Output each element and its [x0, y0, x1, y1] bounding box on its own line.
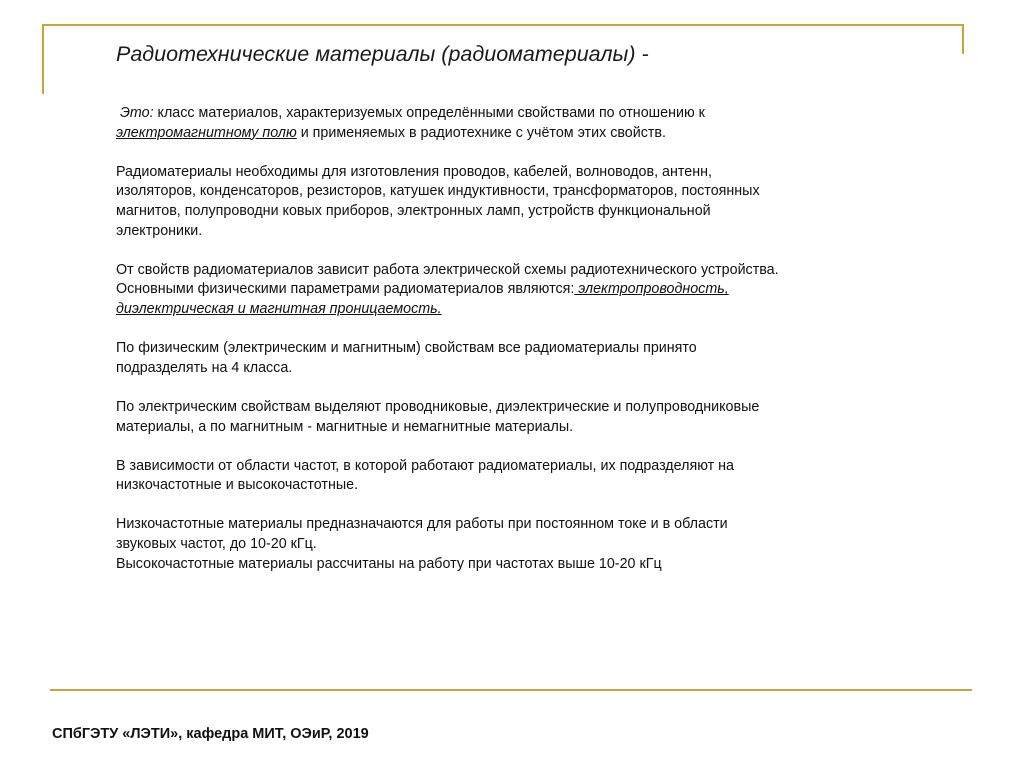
- paragraph-line: электроники.: [116, 222, 203, 239]
- frame-top-line: [42, 24, 964, 26]
- paragraph-properties: [116, 261, 916, 320]
- paragraph-line: В зависимости от области частот, в которой работают радиоматериалы, их подразделяют на: [116, 457, 734, 474]
- paragraph-electric-magnetic: [116, 398, 916, 437]
- paragraph-low-high-frequency: [116, 515, 916, 574]
- paragraph-line: [116, 280, 916, 300]
- slide-body: [116, 104, 916, 594]
- line-text: и применяемых в радиотехнике с учётом этих свойств.: [296, 124, 666, 141]
- paragraph-line: По электрическим свойствам выделяют проводниковые, диэлектрические и полупроводниковые: [116, 398, 760, 415]
- conductivity-link[interactable]: электропроводность,: [574, 281, 729, 298]
- paragraph-line: [116, 104, 916, 124]
- paragraph-line: Высокочастотные материалы рассчитаны на работу при частотах выше 10-20 кГц: [116, 555, 662, 572]
- paragraph-line: Низкочастотные материалы предназначаются для работы при постоянном токе и в области: [116, 516, 728, 533]
- paragraph-line: [116, 300, 916, 320]
- paragraph-line: низкочастотные и высокочастотные.: [116, 477, 359, 494]
- footer-credit: СПбГЭТУ «ЛЭТИ», кафедра МИТ, ОЭиР, 2019: [52, 726, 369, 742]
- paragraph-line: По физическим (электрическим и магнитным) свойствам все радиоматериалы принято: [116, 340, 697, 357]
- frame-right-line: [962, 24, 964, 54]
- paragraph-line: магнитов, полупроводни ковых приборов, электронных ламп, устройств функциональной: [116, 202, 711, 219]
- frame-left-line: [42, 24, 44, 94]
- paragraph-line: изоляторов, конденсаторов, резисторов, катушек индуктивности, трансформаторов, постоянных: [116, 183, 760, 200]
- paragraph-line: звуковых частот, до 10-20 кГц.: [116, 536, 317, 553]
- paragraph-line: Радиоматериалы необходимы для изготовления проводов, кабелей, волноводов, антенн,: [116, 163, 713, 180]
- paragraph-line: [116, 124, 916, 144]
- frame-bottom-line: [50, 689, 972, 691]
- slide-title: Радиотехнические материалы (радиоматериалы) -: [116, 42, 649, 66]
- paragraph-frequency: [116, 457, 916, 496]
- definition-prefix: Это:: [119, 105, 154, 121]
- paragraph-usage: [116, 163, 916, 241]
- emfield-link[interactable]: электромагнитному полю: [116, 124, 297, 141]
- paragraph-classes: [116, 339, 916, 378]
- paragraph-definition: [116, 104, 916, 143]
- permittivity-link[interactable]: диэлектрическая и магнитная проницаемость.: [116, 300, 442, 317]
- paragraph-line: материалы, а по магнитным - магнитные и немагнитные материалы.: [116, 418, 574, 435]
- line-text: класс материалов, характеризуемых определёнными свойствами по отношению к: [153, 105, 705, 121]
- paragraph-line: От свойств радиоматериалов зависит работа электрической схемы радиотехнического устройства.: [116, 261, 779, 278]
- paragraph-line: подразделять на 4 класса.: [116, 359, 293, 376]
- line-text: Основными физическими параметрами радиоматериалов являются:: [116, 281, 575, 298]
